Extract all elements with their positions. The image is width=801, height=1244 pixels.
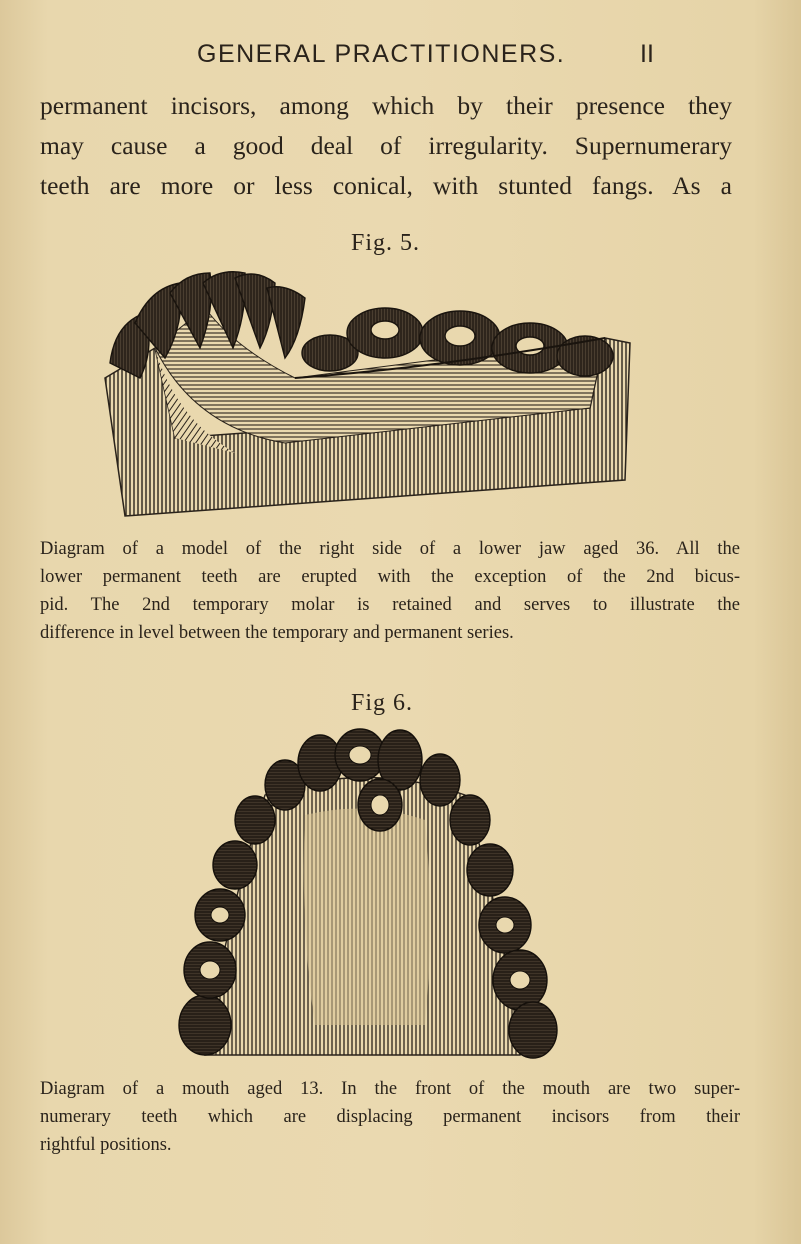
caption-line: lower permanent teeth are erupted with the exception of the 2nd bicus- [40, 567, 740, 587]
caption-line: Diagram of a mouth aged 13. In the front of the mouth are two super- [40, 1079, 740, 1099]
dental-arch-illustration [175, 725, 560, 1070]
paragraph-line: may cause a good deal of irregularity. Supernumerary [40, 131, 732, 160]
running-title: GENERAL PRACTITIONERS. [197, 40, 566, 68]
paragraph-line: teeth are more or less conical, with stunted fangs. As a [40, 171, 732, 200]
page-number: II [640, 40, 654, 68]
caption-line: difference in level between the temporary and permanent series. [40, 623, 514, 643]
caption-line: Diagram of a model of the right side of a lower jaw aged 36. All the [40, 539, 740, 559]
figure-6-label: Fig 6. [351, 690, 414, 716]
lower-jaw-illustration [85, 268, 645, 523]
caption-line: numerary teeth which are displacing permanent incisors from their [40, 1107, 740, 1127]
body-paragraph [40, 86, 732, 206]
figure-6-caption [40, 1075, 740, 1159]
figure-5-label: Fig. 5. [351, 230, 421, 256]
paragraph-line: permanent incisors, among which by their presence they [40, 91, 732, 120]
figure-5-caption [40, 535, 740, 647]
page-header [0, 40, 801, 70]
caption-line: rightful positions. [40, 1135, 172, 1155]
caption-line: pid. The 2nd temporary molar is retained and serves to illustrate the [40, 595, 740, 615]
